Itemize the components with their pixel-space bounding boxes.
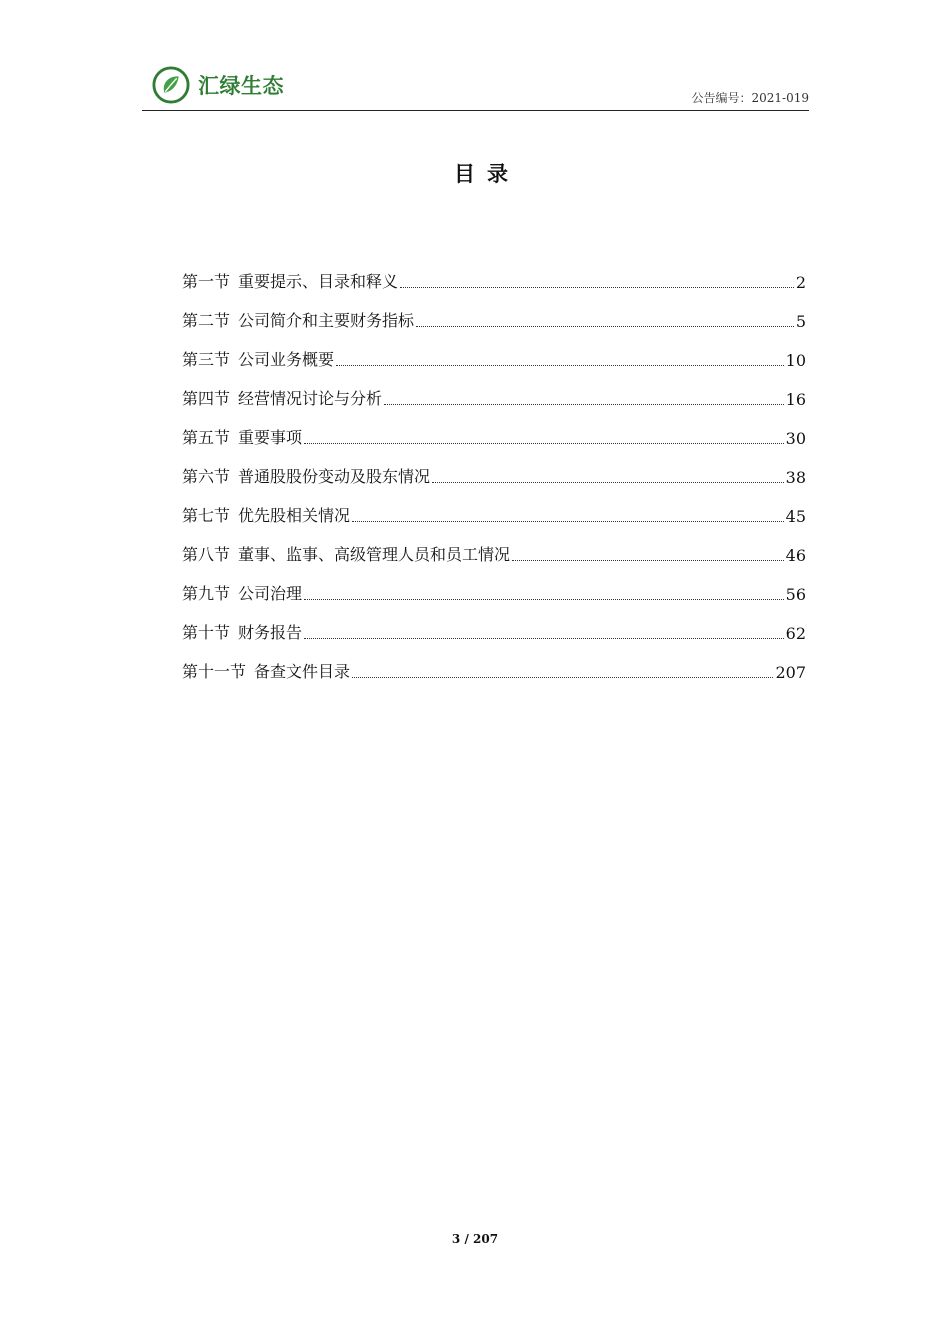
toc-leader — [416, 325, 794, 327]
toc-leader — [400, 286, 794, 288]
toc-section: 第五节 — [182, 428, 231, 447]
toc-page: 30 — [785, 429, 806, 448]
toc-label: 公司治理 — [238, 584, 303, 603]
toc-entry[interactable] — [182, 409, 806, 448]
table-of-contents — [182, 253, 806, 682]
toc-label: 经营情况讨论与分析 — [238, 389, 383, 408]
toc-page: 10 — [785, 351, 806, 370]
toc-leader — [512, 559, 784, 561]
toc-page: 62 — [785, 624, 806, 643]
toc-section: 第二节 — [182, 311, 231, 330]
toc-page: 46 — [785, 546, 806, 565]
toc-entry[interactable] — [182, 565, 806, 604]
toc-entry[interactable] — [182, 253, 806, 292]
toc-page: 2 — [795, 273, 806, 292]
toc-section: 第十一节 — [182, 662, 247, 681]
toc-entry[interactable] — [182, 370, 806, 409]
page-header — [142, 62, 809, 111]
page-indicator: 3 / 207 — [451, 1232, 499, 1246]
toc-entry[interactable] — [182, 292, 806, 331]
toc-label: 董事、监事、高级管理人员和员工情况 — [238, 545, 511, 564]
toc-section: 第四节 — [182, 389, 231, 408]
toc-entry[interactable] — [182, 331, 806, 370]
toc-section: 第十节 — [182, 623, 231, 642]
toc-leader — [352, 676, 773, 678]
toc-entry[interactable] — [182, 604, 806, 643]
toc-page: 56 — [785, 585, 806, 604]
toc-label: 重要事项 — [238, 428, 303, 447]
toc-page: 16 — [785, 390, 806, 409]
toc-label: 备查文件目录 — [254, 662, 351, 681]
toc-page: 45 — [785, 507, 806, 526]
notice-number: 公告编号：2021-019 — [691, 91, 809, 105]
toc-leader — [336, 364, 784, 366]
toc-page: 5 — [795, 312, 806, 331]
toc-leader — [432, 481, 784, 483]
toc-section: 第一节 — [182, 272, 231, 291]
toc-label: 公司简介和主要财务指标 — [238, 311, 415, 330]
toc-leader — [304, 598, 784, 600]
toc-entry[interactable] — [182, 448, 806, 487]
toc-label: 重要提示、目录和释义 — [238, 272, 399, 291]
toc-label: 财务报告 — [238, 623, 303, 642]
toc-page: 38 — [785, 468, 806, 487]
company-logo — [152, 66, 284, 104]
toc-label: 公司业务概要 — [238, 350, 335, 369]
toc-entry[interactable] — [182, 643, 806, 682]
leaf-logo-icon — [152, 66, 190, 104]
page-title: 目录 — [454, 162, 520, 186]
company-name: 汇绿生态 — [198, 74, 284, 98]
toc-leader — [352, 520, 784, 522]
toc-label: 普通股股份变动及股东情况 — [238, 467, 431, 486]
toc-section: 第三节 — [182, 350, 231, 369]
toc-entry[interactable] — [182, 526, 806, 565]
toc-section: 第六节 — [182, 467, 231, 486]
toc-entry[interactable] — [182, 487, 806, 526]
toc-label: 优先股相关情况 — [238, 506, 351, 525]
toc-section: 第七节 — [182, 506, 231, 525]
toc-section: 第九节 — [182, 584, 231, 603]
toc-leader — [304, 442, 784, 444]
toc-section: 第八节 — [182, 545, 231, 564]
toc-leader — [384, 403, 784, 405]
toc-page: 207 — [775, 663, 806, 682]
toc-leader — [304, 637, 784, 639]
